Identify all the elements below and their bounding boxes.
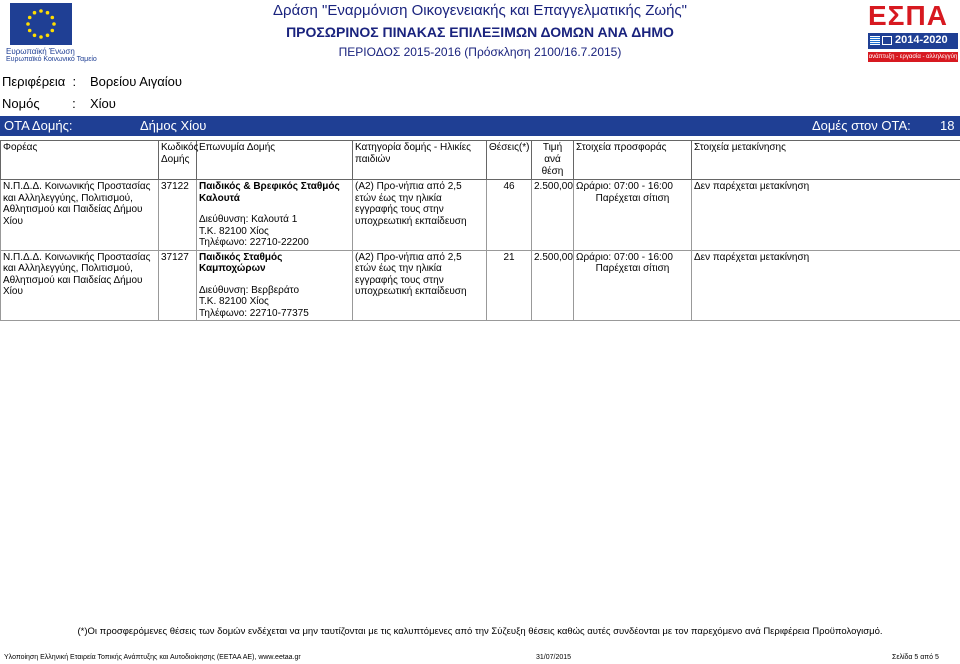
eu-flag-icon [10, 3, 72, 45]
structures-table [0, 140, 960, 321]
ota-bar [0, 116, 960, 136]
espa-wordmark: ΕΣΠΑ [868, 0, 948, 31]
offer-hours: Ωράριο: 07:00 - 16:00 [576, 181, 673, 192]
cell-offer [574, 180, 692, 251]
eu-flag-small-icon [882, 36, 892, 45]
prefecture-value: Χίου [90, 96, 116, 111]
header-transport: Στοιχεία μετακίνησης [692, 141, 960, 180]
espa-logo [868, 1, 958, 61]
ota-label: ΟΤΑ Δομής: [4, 118, 73, 133]
cell-code: 37127 [159, 250, 197, 321]
ota-count-label: Δομές στον ΟΤΑ: [812, 118, 911, 133]
cell-name [197, 180, 353, 251]
prefecture-label: Νομός : [2, 96, 76, 111]
header-code: Κωδικός Δομής [159, 141, 197, 180]
cell-category: (Α2) Προ-νήπια από 2,5 ετών έως την ηλικία εγγραφής τους στην υποχρεωτική εκπαίδευση [353, 180, 487, 251]
cell-code: 37122 [159, 180, 197, 251]
table-row [1, 250, 960, 321]
espa-years: 2014-2020 [895, 34, 948, 46]
cell-price: 2.500,00 [532, 180, 574, 251]
structure-name: Παιδικός & Βρεφικός Σταθμός Καλουτά [199, 181, 340, 204]
period-title: ΠΕΡΙΟΔΟΣ 2015-2016 (Πρόσκληση 2100/16.7.2015) [338, 45, 622, 59]
espa-years-bar [868, 33, 958, 49]
footnote: (*)Οι προσφερόμενες θέσεις των δομών ενδέχεται να μην ταυτίζονται με τις καλυπτόμενες από την Σύζευξη θέσεις καθώς αυτές συνδέονται με τον παρεχόμενο ανά Περιφέρεια Προϋπολογισμό. [77, 626, 883, 637]
header-category: Κατηγορία δομής - Ηλικίες παιδιών [353, 141, 487, 180]
structure-postal: Τ.Κ. 82100 Χίος [199, 296, 269, 307]
cell-transport: Δεν παρέχεται μετακίνηση [692, 180, 960, 251]
region-label: Περιφέρεια : [2, 74, 77, 89]
ota-value: Δήμος Χίου [140, 118, 207, 133]
header-places: Θέσεις(*) [487, 141, 532, 180]
espa-slogan: ανάπτυξη - εργασία - αλληλεγγύη [868, 54, 958, 60]
offer-meals: Παρέχεται σίτιση [595, 263, 670, 274]
footer-date: 31/07/2015 [536, 654, 572, 661]
page-title: Δράση "Εναρμόνιση Οικογενειακής και Επαγγελματικής Ζωής" [273, 2, 687, 19]
header-agency: Φορέας [1, 141, 159, 180]
cell-places: 21 [487, 250, 532, 321]
structure-phone: Τηλέφωνο: 22710-77375 [199, 307, 309, 319]
cell-agency: Ν.Π.Δ.Δ. Κοινωνικής Προστασίας και Αλληλεγγύης, Πολιτισμού, Αθλητισμού και Παιδείας Δήμου Χίου [1, 180, 159, 251]
table-header-row [1, 141, 960, 180]
offer-hours: Ωράριο: 07:00 - 16:00 [576, 251, 673, 263]
cell-places: 46 [487, 180, 532, 251]
footer-page-number: Σελίδα 5 από 5 [892, 654, 939, 661]
header-name: Επωνυμία Δομής [197, 141, 353, 180]
ota-count: 18 [940, 118, 955, 133]
structure-name: Παιδικός Σταθμός Καμποχώρων [199, 251, 283, 274]
region-value: Βορείου Αιγαίου [90, 74, 183, 89]
eu-logo-line1: Ευρωπαϊκή Ένωση [6, 47, 75, 56]
cell-agency: Ν.Π.Δ.Δ. Κοινωνικής Προστασίας και Αλληλεγγύης, Πολιτισμού, Αθλητισμού και Παιδείας Δήμου Χίου [1, 250, 159, 321]
cell-transport: Δεν παρέχεται μετακίνηση [692, 250, 960, 321]
header-price: Τιμή ανά θέση [532, 141, 574, 180]
eu-stars-icon [10, 3, 72, 45]
cell-offer [574, 250, 692, 321]
structure-address: Διεύθυνση: Βερβεράτο [199, 284, 300, 296]
page-subtitle: ΠΡΟΣΩΡΙΝΟΣ ΠΙΝΑΚΑΣ ΕΠΙΛΕΞΙΜΩΝ ΔΟΜΩΝ ΑΝΑ ΔΗΜΟ [286, 24, 674, 40]
table-row [1, 180, 960, 251]
header-offer: Στοιχεία προσφοράς [574, 141, 692, 180]
footer-credit: Υλοποίηση Ελληνική Εταιρεία Τοπικής Ανάπτυξης και Αυτοδιοίκησης (ΕΕΤΑΑ ΑΕ), www.eetaa.gr [4, 654, 301, 661]
cell-price: 2.500,00 [532, 250, 574, 321]
greek-flag-icon [870, 36, 880, 45]
structure-postal: Τ.Κ. 82100 Χίος [199, 225, 269, 237]
cell-name [197, 250, 353, 321]
cell-category: (Α2) Προ-νήπια από 2,5 ετών έως την ηλικία εγγραφής τους στην υποχρεωτική εκπαίδευση [353, 250, 487, 321]
offer-meals: Παρέχεται σίτιση [595, 192, 670, 204]
structure-address: Διεύθυνση: Καλουτά 1 [199, 214, 298, 225]
structure-phone: Τηλέφωνο: 22710-22200 [199, 237, 309, 248]
eu-logo-line2: Ευρωπαϊκό Κοινωνικό Ταμείο [6, 56, 97, 63]
eu-logo [6, 3, 97, 63]
